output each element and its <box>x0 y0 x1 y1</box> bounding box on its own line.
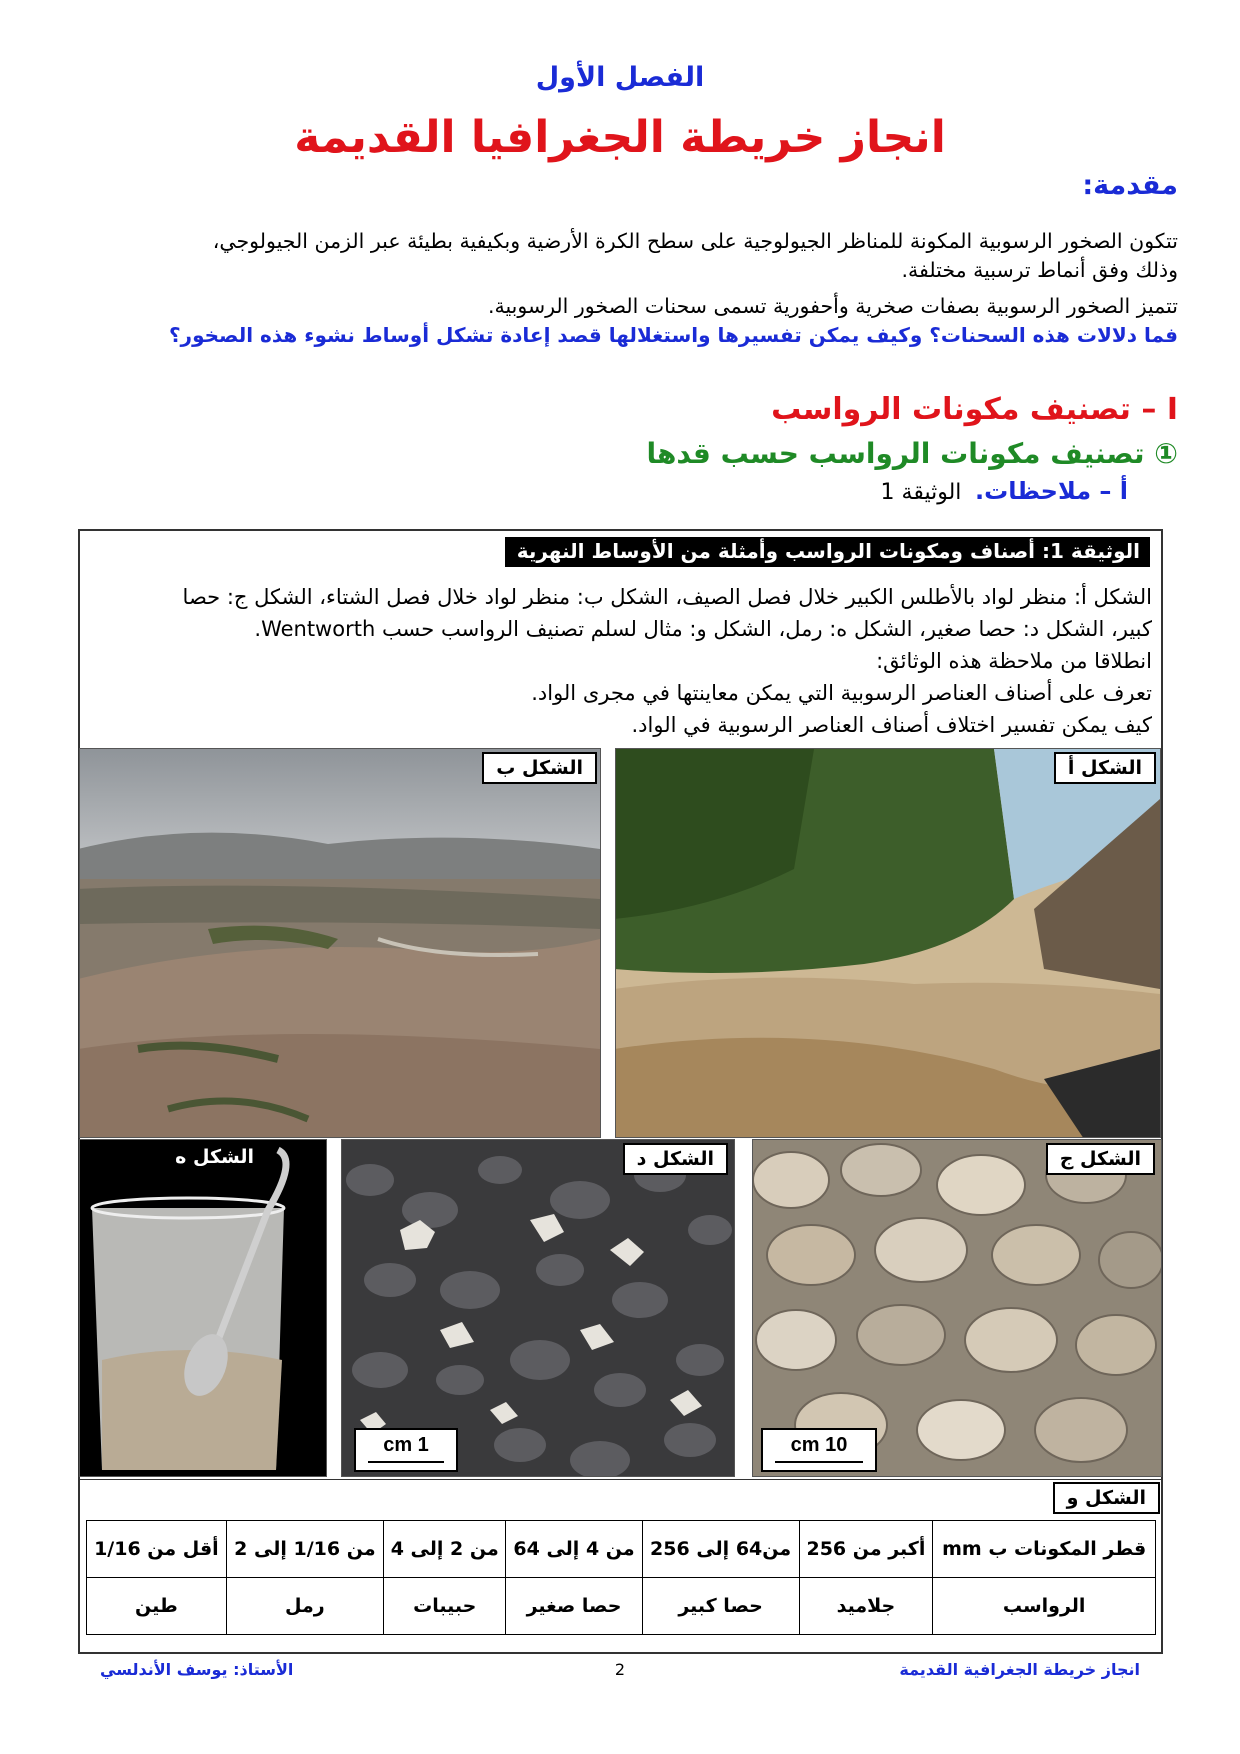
table-cell: حصا كبير <box>642 1578 799 1635</box>
table-cell: أكبر من 256 <box>799 1521 933 1578</box>
footer-doc-title: انجاز خريطة الجغرافية القديمة <box>899 1660 1140 1679</box>
table-row-sediments <box>87 1578 1156 1635</box>
figure-e-photo <box>79 1139 327 1477</box>
figure-d-photo <box>341 1139 735 1477</box>
large-gravel-illustration <box>752 1140 1161 1477</box>
scale-arrow-c <box>773 1457 865 1467</box>
table-cell: من 1/16 إلى 2 <box>226 1521 383 1578</box>
scale-arrow-d <box>366 1457 446 1467</box>
table-cell: حصا صغير <box>506 1578 642 1635</box>
document-line-4: تعرف على أصناف العناصر الرسوبية التي يمكن معاينتها في مجرى الواد. <box>531 681 1152 705</box>
table-cell: طين <box>87 1578 227 1635</box>
intro-paragraph-1 <box>58 227 1178 255</box>
summer-river-illustration <box>615 749 1160 1138</box>
document-line-3: انطلاقا من ملاحظة هذه الوثائق: <box>876 649 1152 673</box>
document-line-2: كبير، الشكل د: حصا صغير، الشكل ه: رمل، الشكل و: مثال لسلم تصنيف الرواسب حسب Wentworth. <box>254 617 1152 641</box>
small-gravel-illustration <box>341 1140 734 1477</box>
table-cell: أقل من 1/16 <box>87 1521 227 1578</box>
table-cell: جلاميد <box>799 1578 933 1635</box>
figure-d-label: الشكل د <box>623 1143 728 1175</box>
figure-b-photo <box>79 748 601 1138</box>
figure-f-label: الشكل و <box>1053 1482 1160 1514</box>
observations-doc-ref: الوثيقة 1 <box>880 480 962 505</box>
sand-beaker-illustration <box>79 1140 326 1477</box>
subsection-title: ① تصنيف مكونات الرواسب حسب قدها <box>646 437 1178 470</box>
figure-a-label: الشكل أ <box>1054 752 1156 784</box>
page-number: 2 <box>614 1660 626 1679</box>
intro-heading: مقدمة: <box>1082 170 1178 201</box>
figure-a-photo <box>615 748 1161 1138</box>
observations-line <box>881 477 1128 505</box>
scale-label-d: 1 cm <box>383 1434 429 1456</box>
intro-line-1b: وذلك وفق أنماط ترسبية مختلفة. <box>901 258 1178 282</box>
table-header-size: قطر المكونات ب mm <box>933 1521 1156 1578</box>
table-cell: من 4 إلى 64 <box>506 1521 642 1578</box>
figure-e-label: الشكل ه <box>175 1146 254 1168</box>
intro-paragraph-2: تتميز الصخور الرسوبية بصفات صخرية وأحفورية تسمى سحنات الصخور الرسوبية. <box>487 294 1178 318</box>
table-cell: حبيبات <box>384 1578 506 1635</box>
document-title: الوثيقة 1: أصناف ومكونات الرواسب وأمثلة من الأوساط النهرية <box>505 537 1150 567</box>
chapter-heading: الفصل الأول <box>535 62 705 93</box>
intro-question: فما دلالات هذه السحنات؟ وكيف يمكن تفسيرها واستغلالها قصد إعادة تشكل أوساط نشوء هذه الصخور؟ <box>168 323 1178 347</box>
observations-label: أ – ملاحظات. <box>975 477 1128 505</box>
winter-river-illustration <box>79 749 600 1138</box>
scale-bar-c <box>761 1428 877 1472</box>
wentworth-table <box>86 1520 1156 1635</box>
footer-author: الأستاذ: يوسف الأندلسي <box>100 1660 294 1679</box>
figure-c-label: الشكل ج <box>1046 1143 1155 1175</box>
section-title: I – تصنيف مكونات الرواسب <box>771 392 1178 427</box>
figure-c-photo <box>752 1139 1162 1477</box>
table-cell: من64 إلى 256 <box>642 1521 799 1578</box>
scale-label-c: 10 cm <box>790 1434 848 1456</box>
table-cell: رمل <box>226 1578 383 1635</box>
figure-b-label: الشكل ب <box>482 752 597 784</box>
document-line-5: كيف يمكن تفسير اختلاف أصناف العناصر الرسوبية في الواد. <box>631 713 1152 737</box>
figure-f-divider <box>79 1479 1161 1480</box>
table-row-sizes <box>87 1521 1156 1578</box>
intro-line-1: تتكون الصخور الرسوبية المكونة للمناظر الجيولوجية على سطح الكرة الأرضية وبكيفية بطيئة عبر الزمن الجيولوجي، <box>212 229 1178 253</box>
page-title: انجاز خريطة الجغرافيا القديمة <box>294 112 946 163</box>
table-cell: من 2 إلى 4 <box>384 1521 506 1578</box>
scale-bar-d <box>354 1428 458 1472</box>
document-line-1: الشكل أ: منظر لواد بالأطلس الكبير خلال فصل الصيف، الشكل ب: منظر لواد خلال فصل الشتاء، الشكل ج: حصا <box>182 585 1152 609</box>
table-header-sediment: الرواسب <box>933 1578 1156 1635</box>
